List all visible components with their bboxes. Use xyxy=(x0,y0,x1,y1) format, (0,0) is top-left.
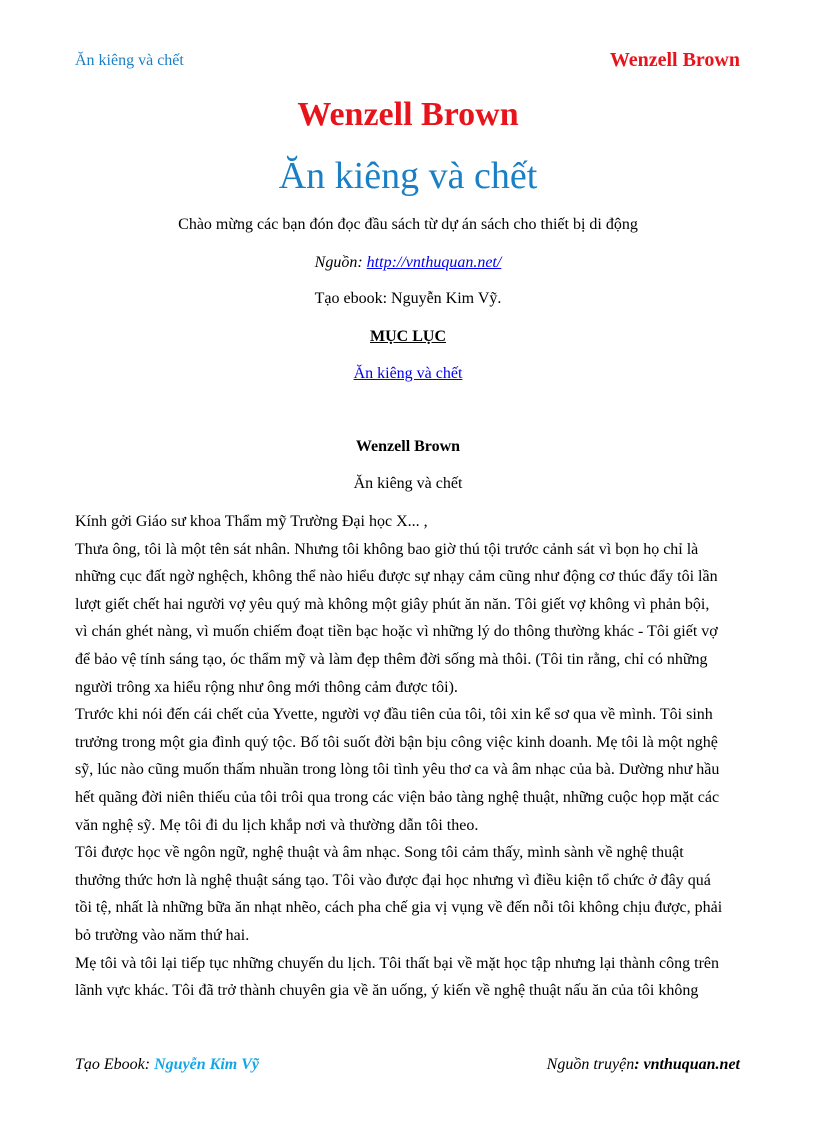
body-line: Kính gởi Giáo sư khoa Thẩm mỹ Trường Đại học X... , xyxy=(75,513,428,530)
footer-sep: : xyxy=(144,1056,155,1073)
body-line: những cục đất ngờ nghệch, không thể nào hiểu được sự nhạy cảm cũng như động cơ thúc đẩy tôi lần xyxy=(75,568,718,586)
body-line: hết quãng đời niên thiếu của tôi trôi qua trong các viện bảo tàng nghệ thuật, những cuộc họp mặt các xyxy=(75,789,720,806)
body-line: vì chán ghét nàng, vì muốn chiếm đoạt tiền bạc hoặc vì những lý do thông thường khác - Tôi giết vợ xyxy=(75,623,718,641)
footer-label: Tạo Ebook xyxy=(75,1056,145,1073)
body-line: tồi tệ, nhất là những bữa ăn nhạt nhẽo, cách pha chế gia vị vụng về đến nỗi tôi không chịu được, phải xyxy=(75,899,723,917)
body-line: người trông xa hiểu rộng như ông mới thông cảm được tôi). xyxy=(75,678,458,696)
header-book-title: Ăn kiêng và chết xyxy=(75,52,184,69)
author-title: Wenzell Brown xyxy=(297,96,519,133)
body-line: văn nghệ sỹ. Mẹ tôi đi du lịch khắp nơi và thường dẫn tôi theo. xyxy=(75,816,479,834)
body-line: trưởng trong một gia đình quý tộc. Bố tôi suốt đời bận bịu công việc kinh doanh. Mẹ tôi là một nghệ xyxy=(75,733,718,751)
source-label: Nguồn: xyxy=(314,254,367,271)
footer-creator-name: Nguyễn Kim Vỹ xyxy=(154,1056,259,1073)
toc-item[interactable]: Ăn kiêng và chết xyxy=(353,365,463,382)
footer-source xyxy=(547,1056,740,1074)
body-line: sỹ, lúc nào cũng muốn thấm nhuần trong lòng tôi tình yêu thơ ca và âm nhạc của bà. Dường như hầu xyxy=(75,761,720,779)
body-line: Tôi được học về ngôn ngữ, nghệ thuật và âm nhạc. Song tôi cảm thấy, mình sành về nghệ thuật xyxy=(75,844,684,862)
footer-source-site: vnthuquan.net xyxy=(643,1056,740,1073)
toc-heading: MỤC LỤC xyxy=(370,328,446,345)
body-line: Trước khi nói đến cái chết của Yvette, người vợ đầu tiên của tôi, tôi xin kể sơ qua về mình. Tôi sinh xyxy=(75,706,713,724)
body-line: lãnh vực khác. Tôi đã trở thành chuyên gia về ăn uống, ý kiến về nghệ thuật nấu ăn của tôi không xyxy=(75,982,699,1000)
ebook-credit: Tạo ebook: Nguyễn Kim Vỹ. xyxy=(314,290,502,307)
body-line: lượt giết chết hai người vợ yêu quý mà không một giây phút ăn năn. Tôi giết vợ không vì phản bội, xyxy=(75,595,710,613)
chapter-title: Ăn kiêng và chết xyxy=(353,475,463,492)
body-line: Thưa ông, tôi là một tên sát nhân. Nhưng tôi không bao giờ thú tội trước cảnh sát vì bọn họ chỉ là xyxy=(75,540,699,558)
body-line: thưởng thức hơn là nghệ thuật sáng tạo. Tôi vào được đại học nhưng vì điều kiện tổ chức ở đây quá xyxy=(75,871,711,889)
source-line xyxy=(0,254,816,272)
chapter-author: Wenzell Brown xyxy=(355,438,461,455)
footer-sep: : xyxy=(634,1056,644,1073)
welcome-text: Chào mừng các bạn đón đọc đầu sách từ dự án sách cho thiết bị di động xyxy=(178,216,638,233)
body-line: bỏ trường vào năm thứ hai. xyxy=(75,927,250,944)
source-link[interactable]: http://vnthuquan.net/ xyxy=(366,254,502,271)
header-author: Wenzell Brown xyxy=(609,49,740,71)
book-title: Ăn kiêng và chết xyxy=(278,155,538,197)
body-line: Mẹ tôi và tôi lại tiếp tục những chuyến du lịch. Tôi thất bại về mặt học tập nhưng lại thành công trên xyxy=(75,954,720,972)
body-line: để bảo vệ tính sáng tạo, óc thẩm mỹ và làm đẹp thêm đời sống mà thôi. (Tôi tin rằng, chỉ có những xyxy=(75,651,708,668)
footer-ebook-credit xyxy=(75,1056,259,1074)
footer-source-label: Nguồn truyện xyxy=(546,1056,635,1073)
